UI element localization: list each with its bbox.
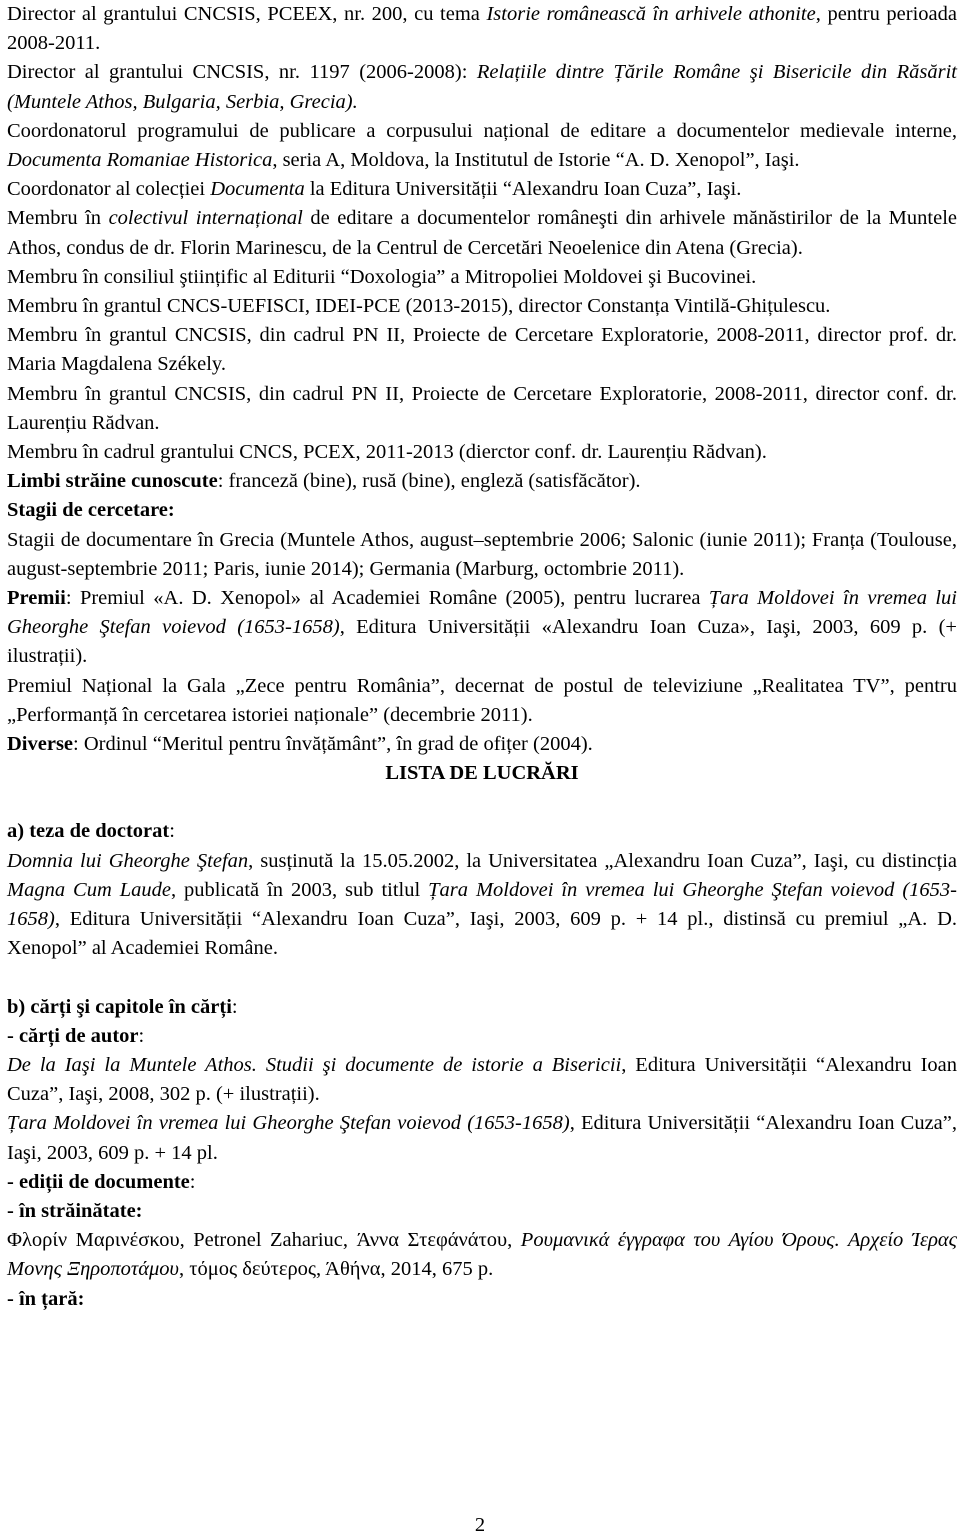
paragraph-grant-1197: Director al grantului CNCSIS, nr. 1197 (2006-2008): Relațiile dintre Țările Române şi Bisericile din Răsărit (Muntele Athos, Bulgaria, Serbia, Grecia).: [7, 61, 957, 113]
paragraph-member-doxologia: Membru în consiliul ştiințific al Editurii “Doxologia” a Mitropoliei Moldovei şi Bucovinei.: [7, 265, 757, 288]
book-entry: De la Iaşi la Muntele Athos. Studii şi documente de istorie a Bisericii, Editura Universității “Alexandru Ioan Cuza”, Iaşi, 2008, 302 p. (+ ilustrații).: [7, 1053, 957, 1106]
section-b-heading: b) cărți şi capitole în cărți:: [7, 995, 238, 1018]
document-page: [7, 0, 957, 1314]
section-a-thesis: Domnia lui Gheorghe Ştefan, susținută la 15.05.2002, la Universitatea „Alexandru Ioan Cuza”, Iaşi, cu distincția Magna Cum Laude, publicată în 2003, sub titlul Țara Moldovei în vremea lui Gheorghe Ştefan voievod (1653-1658), Editura Universității “Alexandru Ioan Cuza”, Iaşi, 2003, 609 p. + 14 pl., distinsă cu premiul „A. D. Xenopol” al Academiei Române.: [7, 849, 958, 960]
subheading-abroad: - în străinătate:: [7, 1199, 143, 1222]
paragraph-languages: Limbi străine cunoscute: franceză (bine), rusă (bine), engleză (satisfăcător).: [7, 470, 641, 493]
paragraph-member-cncsis-szekely: Membru în grantul CNCSIS, din cadrul PN II, Proiecte de Cercetare Exploratorie, 2008-2011, director prof. dr. Maria Magdalena Székely.: [7, 324, 957, 376]
book-entry: Țara Moldovei în vremea lui Gheorghe Ştefan voievod (1653-1658), Editura Universității “Alexandru Ioan Cuza”, Iaşi, 2003, 609 p. + 14 pl.: [7, 1112, 957, 1164]
paragraph-member-athos: Membru în colectivul internațional de editare a documentelor româneşti din arhivele mănăstirilor de la Muntele Athos, condus de dr. Florin Marinescu, de la Centrul de Cercetări Neoelenice din Atena (Grecia).: [7, 207, 957, 259]
subheading-domestic: - în țară:: [7, 1287, 85, 1310]
page-number: 2: [474, 1514, 486, 1536]
subheading-author-books: - cărți de autor:: [7, 1024, 145, 1047]
paragraph-member-cncsis-radvan: Membru în grantul CNCSIS, din cadrul PN II, Proiecte de Cercetare Exploratorie, 2008-2011, director conf. dr. Laurențiu Rădvan.: [7, 382, 957, 434]
greek-edition-entry: Φλορίν Μαρινέσκου, Petronel Zahariuc, Άννα Στεφάνάτου, Ρουμανικά έγγραφα του Αγίου Όρους. Αρχείο Ίερας Μονης Ξηροποτάμου, τόμος δεύτερος, Άθήνα, 2014, 675 p.: [7, 1229, 957, 1281]
spacer: [7, 788, 957, 817]
page-heading: LISTA DE LUCRĂRI: [385, 762, 579, 785]
paragraph-member-pcex: Membru în cadrul grantului CNCS, PCEX, 2011-2013 (dierctor conf. dr. Laurențiu Rădvan).: [7, 441, 767, 464]
paragraph-awards: Premii: Premiul «A. D. Xenopol» al Academiei Române (2005), pentru lucrarea Țara Moldovei în vremea lui Gheorghe Ştefan voievod (1653-1658), Editura Universității «Alexandru Ioan Cuza», Iaşi, 2003, 609 p. (+ ilustrații).: [7, 587, 958, 668]
paragraph-member-uefisci: Membru în grantul CNCS-UEFISCI, IDEI-PCE (2013-2015), director Constanța Vintilă-Ghițulescu.: [7, 295, 831, 318]
paragraph-miscellaneous: Diverse: Ordinul “Meritul pentru învățământ”, în grad de ofițer (2004).: [7, 733, 593, 756]
paragraph-grant-200: Director al grantului CNCSIS, PCEEX, nr. 200, cu tema Istorie românească în arhivele athonite, pentru perioada 2008-2011.: [7, 3, 957, 55]
paragraph-coordinator-collection: Coordonator al colecției Documenta la Editura Universității “Alexandru Ioan Cuza”, Iaşi.: [7, 178, 742, 201]
heading-research-stays: Stagii de cercetare:: [7, 499, 175, 522]
paragraph-national-award: Premiul Național la Gala „Zece pentru România”, decernat de postul de televiziune „Realitatea TV”, pentru „Performanță în cercetarea istoriei naționale” (decembrie 2011).: [7, 674, 957, 726]
spacer: [7, 964, 957, 993]
paragraph-research-stays: Stagii de documentare în Grecia (Muntele Athos, august–septembrie 2006; Salonic (iunie 2011); Franța (Toulouse, august-septembrie 2011; Paris, iunie 2014); Germania (Marburg, octombrie 2011).: [7, 528, 957, 580]
section-a-heading: a) teza de doctorat:: [7, 820, 175, 843]
paragraph-coordinator-corpus: Coordonatorul programului de publicare a corpusului național de editare a documentelor medievale interne, Documenta Romaniae Historica, seria A, Moldova, la Institutul de Istorie “A. D. Xenopol”, Iaşi.: [7, 119, 957, 172]
subheading-document-editions: - ediții de documente:: [7, 1170, 196, 1193]
